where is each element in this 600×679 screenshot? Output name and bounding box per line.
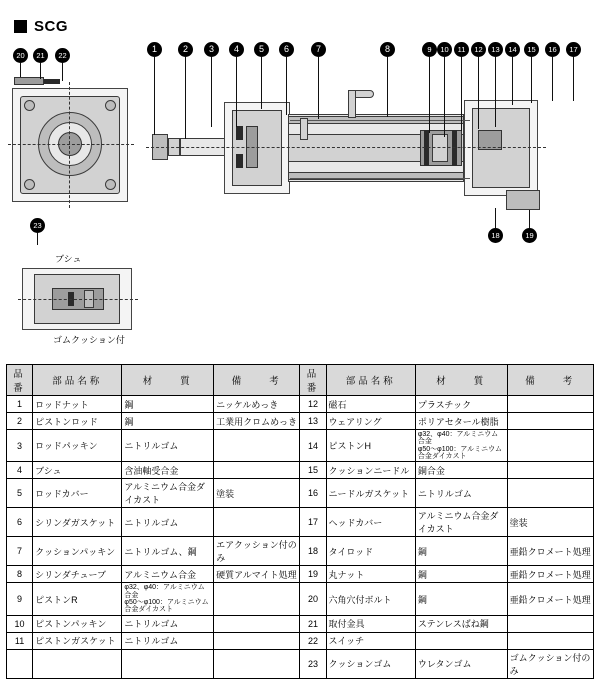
cell-name-right: クッションニードル — [326, 462, 415, 479]
cell-name-left: ロッドカバー — [33, 479, 122, 508]
cell-name-right: スイッチ — [326, 632, 415, 649]
cell-material-right: 鋼 — [415, 566, 507, 583]
cell-material-right: φ32、φ40：アルミニウム合金 φ50～φ100：アルミニウム合金ダイカスト — [415, 430, 507, 462]
cell-name-right: 丸ナット — [326, 566, 415, 583]
cell-material-right: 鋼 — [415, 537, 507, 566]
cell-material-left: ニトリルゴム — [122, 430, 214, 462]
balloon-9: 9 — [422, 42, 437, 57]
cell-remark-right — [507, 413, 593, 430]
cell-name-left: クッションパッキン — [33, 537, 122, 566]
cell-material-right: ポリアセタール樹脂 — [415, 413, 507, 430]
leader-19 — [529, 210, 530, 228]
leader-5 — [261, 57, 262, 109]
cell-remark-right — [507, 632, 593, 649]
cell-no-left: 1 — [7, 396, 33, 413]
table-row — [7, 615, 594, 632]
th-no-right: 品番 — [300, 365, 326, 396]
th-remark-right: 備 考 — [507, 365, 593, 396]
main-centerline — [146, 147, 546, 148]
table-row — [7, 508, 594, 537]
balloon-12: 12 — [471, 42, 486, 57]
leader-8 — [387, 57, 388, 117]
leader-16 — [552, 57, 553, 101]
assembly-drawing — [0, 30, 600, 360]
cell-material-right: 鋼 — [415, 583, 507, 615]
balloon-7: 7 — [311, 42, 326, 57]
cell-material-left: ニトリルゴム — [122, 508, 214, 537]
balloon-13: 13 — [488, 42, 503, 57]
cell-material-left — [122, 649, 214, 678]
th-remark-left: 備 考 — [214, 365, 300, 396]
cell-no-left: 3 — [7, 430, 33, 462]
leader-6 — [286, 57, 287, 115]
cell-no-right: 14 — [300, 430, 326, 462]
cell-material-right: アルミニウム合金ダイカスト — [415, 508, 507, 537]
cell-material-right: 銅合金 — [415, 462, 507, 479]
cell-remark-left — [214, 508, 300, 537]
tie-rod-top — [290, 120, 470, 121]
balloon-5: 5 — [254, 42, 269, 57]
cell-name-left: ロッドパッキン — [33, 430, 122, 462]
cell-remark-right — [507, 430, 593, 462]
cell-name-right: ピストンH — [326, 430, 415, 462]
cell-material-left: φ32、φ40：アルミニウム合金 φ50～φ100：アルミニウム合金ダイカスト — [122, 583, 214, 615]
cell-name-left: ロッドナット — [33, 396, 122, 413]
bolt-hole — [105, 179, 116, 190]
cell-material-left: 含油軸受合金 — [122, 462, 214, 479]
cell-remark-left — [214, 430, 300, 462]
leader-4 — [236, 57, 237, 127]
cell-no-left: 8 — [7, 566, 33, 583]
bolt-hole — [24, 100, 35, 111]
cell-remark-right: 亜鉛クロメート処理 — [507, 583, 593, 615]
cell-no-right: 18 — [300, 537, 326, 566]
cell-no-right: 12 — [300, 396, 326, 413]
cell-name-left: ブシュ — [33, 462, 122, 479]
cell-name-right: 取付金具 — [326, 615, 415, 632]
cell-remark-right: 亜鉛クロメート処理 — [507, 566, 593, 583]
th-name-left: 部品名称 — [33, 365, 122, 396]
th-name-right: 部品名称 — [326, 365, 415, 396]
balloon-11: 11 — [454, 42, 469, 57]
detail-centerline — [18, 299, 138, 300]
cell-no-right: 13 — [300, 413, 326, 430]
bolt-hole — [24, 179, 35, 190]
leader-10 — [444, 57, 445, 137]
th-material-left: 材 質 — [122, 365, 214, 396]
leader-15 — [531, 57, 532, 103]
centerline-h — [8, 144, 134, 145]
cell-name-right: ウェアリング — [326, 413, 415, 430]
table-row — [7, 462, 594, 479]
cell-no-right: 22 — [300, 632, 326, 649]
cell-name-left: シリンダガスケット — [33, 508, 122, 537]
balloon-17: 17 — [566, 42, 581, 57]
piston-packing — [424, 130, 429, 166]
balloon-16: 16 — [545, 42, 560, 57]
piston-gasket — [452, 130, 457, 166]
leader-7 — [318, 57, 319, 119]
tie-rod-bottom — [290, 178, 470, 179]
leader-2 — [185, 57, 186, 139]
leader-22 — [62, 63, 63, 81]
centerline-v — [69, 82, 70, 208]
cell-no-right: 23 — [300, 649, 326, 678]
switch-body — [44, 79, 60, 84]
cell-remark-left: 塗装 — [214, 479, 300, 508]
rod-packing — [236, 126, 243, 140]
parts-list-table — [6, 364, 594, 679]
leader-9 — [429, 57, 430, 133]
balloon-2: 2 — [178, 42, 193, 57]
balloon-1: 1 — [147, 42, 162, 57]
bolt-hole — [105, 100, 116, 111]
cell-name-left: ピストンパッキン — [33, 615, 122, 632]
table-row — [7, 632, 594, 649]
balloon-8: 8 — [380, 42, 395, 57]
table-row — [7, 430, 594, 462]
cell-remark-right: 亜鉛クロメート処理 — [507, 537, 593, 566]
cell-material-right: プラスチック — [415, 396, 507, 413]
cell-remark-right: 塗装 — [507, 508, 593, 537]
page-title: SCG — [34, 18, 69, 35]
cell-material-left: 鋼 — [122, 413, 214, 430]
th-material-right: 材 質 — [415, 365, 507, 396]
leader-20 — [20, 63, 21, 77]
cell-remark-right — [507, 396, 593, 413]
table-row — [7, 566, 594, 583]
table-row — [7, 479, 594, 508]
leader-18 — [495, 208, 496, 228]
cell-name-left: ピストンガスケット — [33, 632, 122, 649]
cell-name-right: ヘッドカバー — [326, 508, 415, 537]
balloon-6: 6 — [279, 42, 294, 57]
cell-no-left: 10 — [7, 615, 33, 632]
leader-12 — [478, 57, 479, 129]
cell-name-right: クッションゴム — [326, 649, 415, 678]
cell-no-left: 11 — [7, 632, 33, 649]
cell-no-left — [7, 649, 33, 678]
cell-no-right: 19 — [300, 566, 326, 583]
cell-no-right: 16 — [300, 479, 326, 508]
cell-material-right: ステンレスばね鋼 — [415, 615, 507, 632]
balloon-19: 19 — [522, 228, 537, 243]
balloon-14: 14 — [505, 42, 520, 57]
leader-21 — [40, 63, 41, 79]
cell-no-left: 7 — [7, 537, 33, 566]
table-row — [7, 649, 594, 678]
balloon-21: 21 — [33, 48, 48, 63]
balloon-4: 4 — [229, 42, 244, 57]
cell-name-left: ピストンR — [33, 583, 122, 615]
balloon-20: 20 — [13, 48, 28, 63]
cell-remark-left — [214, 632, 300, 649]
cell-material-right: ニトリルゴム — [415, 479, 507, 508]
leader-3 — [211, 57, 212, 127]
cell-name-right: タイロッド — [326, 537, 415, 566]
leader-1 — [154, 57, 155, 135]
th-no-left: 品番 — [7, 365, 33, 396]
balloon-3: 3 — [204, 42, 219, 57]
table-header-row — [7, 365, 594, 396]
cell-no-right: 20 — [300, 583, 326, 615]
table-row — [7, 396, 594, 413]
cell-remark-left — [214, 649, 300, 678]
balloon-18: 18 — [488, 228, 503, 243]
leader-13 — [495, 57, 496, 127]
detail-label: ブシュ — [55, 254, 82, 264]
cell-name-right: ニードルガスケット — [326, 479, 415, 508]
cell-remark-right — [507, 615, 593, 632]
cell-remark-left: ニッケルめっき — [214, 396, 300, 413]
table-row — [7, 413, 594, 430]
balloon-15: 15 — [524, 42, 539, 57]
balloon-10: 10 — [437, 42, 452, 57]
cell-material-left: ニトリルゴム、鋼 — [122, 537, 214, 566]
cell-material-left: ニトリルゴム — [122, 615, 214, 632]
cell-material-right: ウレタンゴム — [415, 649, 507, 678]
port-pipe-riser — [348, 90, 356, 118]
cell-name-left — [33, 649, 122, 678]
table-row — [7, 583, 594, 615]
cell-no-left: 6 — [7, 508, 33, 537]
cell-no-left: 9 — [7, 583, 33, 615]
leader-11 — [461, 57, 462, 131]
cell-remark-left — [214, 615, 300, 632]
cell-no-right: 21 — [300, 615, 326, 632]
detail-caption: ゴムクッション付 — [53, 335, 125, 345]
cell-remark-left — [214, 462, 300, 479]
cell-remark-right — [507, 479, 593, 508]
cell-no-right: 15 — [300, 462, 326, 479]
leader-17 — [573, 57, 574, 101]
cell-remark-right — [507, 462, 593, 479]
cell-remark-left: 硬質アルマイト処理 — [214, 566, 300, 583]
leader-23 — [37, 233, 38, 245]
cell-material-left: 鋼 — [122, 396, 214, 413]
cell-remark-right: ゴムクッション付のみ — [507, 649, 593, 678]
cell-no-left: 4 — [7, 462, 33, 479]
cell-material-left: アルミニウム合金ダイカスト — [122, 479, 214, 508]
port-pipe-left — [300, 118, 308, 140]
leader-14 — [512, 57, 513, 105]
cell-name-left: ピストンロッド — [33, 413, 122, 430]
cell-name-left: シリンダチューブ — [33, 566, 122, 583]
head-port-boss — [506, 190, 540, 210]
cell-material-right — [415, 632, 507, 649]
cell-name-right: 磁石 — [326, 396, 415, 413]
cell-remark-left: エアクッション付のみ — [214, 537, 300, 566]
table-row — [7, 537, 594, 566]
cell-material-left: アルミニウム合金 — [122, 566, 214, 583]
magnet — [432, 134, 448, 162]
cell-no-right: 17 — [300, 508, 326, 537]
balloon-22: 22 — [55, 48, 70, 63]
cell-material-left: ニトリルゴム — [122, 632, 214, 649]
cell-name-right: 六角穴付ボルト — [326, 583, 415, 615]
cell-no-left: 5 — [7, 479, 33, 508]
balloon-23: 23 — [30, 218, 45, 233]
cell-remark-left: 工業用クロムめっき — [214, 413, 300, 430]
rod-packing-lower — [236, 154, 243, 168]
cell-no-left: 2 — [7, 413, 33, 430]
cell-remark-left — [214, 583, 300, 615]
